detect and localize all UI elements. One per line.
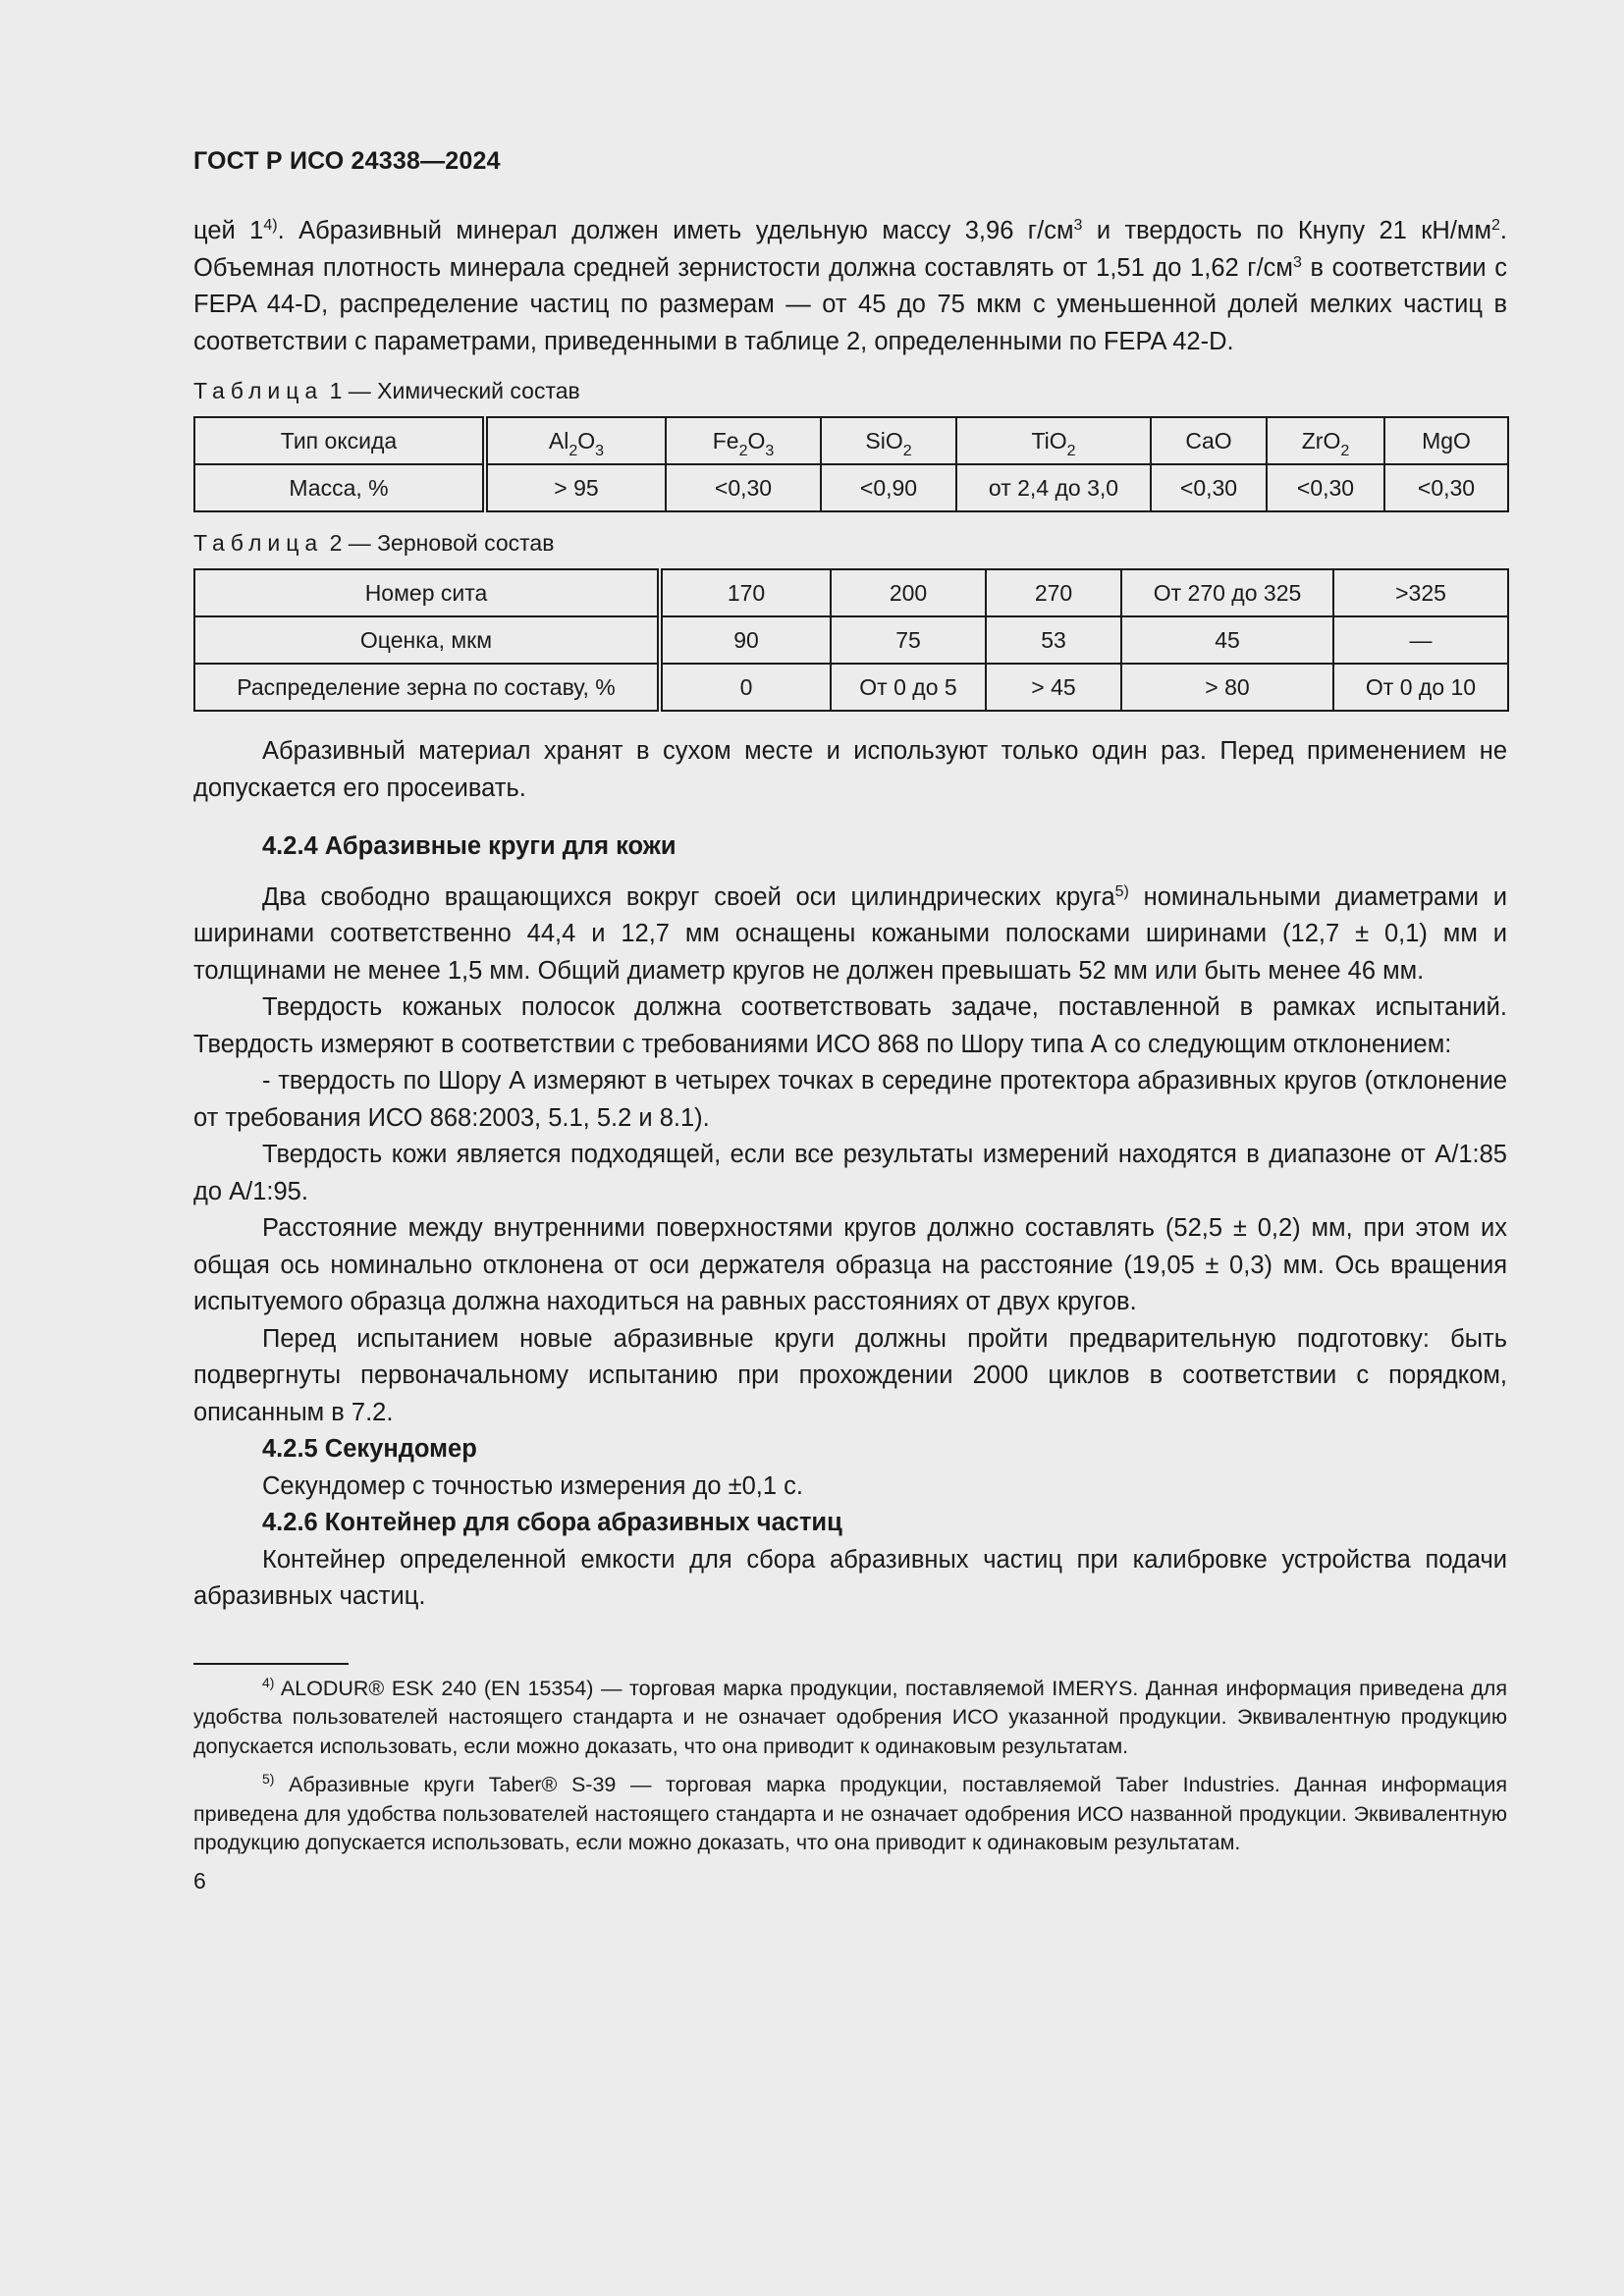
grain-composition-table [193, 568, 1509, 712]
chemical-composition-table [193, 416, 1509, 512]
table-cell: 90 [660, 616, 831, 664]
table-row [194, 664, 1508, 711]
table1-header-cell: $Fe_2O_3$ [666, 417, 821, 464]
footnote-divider [193, 1663, 349, 1665]
section-4-2-5-paragraph: Секундомер с точностью измерения до ±0,1 с. [262, 1471, 803, 1500]
intro-text-2: . Абразивный минерал должен иметь удельную массу 3,96 г/см [277, 217, 1074, 244]
section-4-2-5-title: 4.2.5 Секундомер [262, 1435, 477, 1463]
intro-text-1: цей 1 [193, 217, 264, 244]
footnote-4 [193, 1675, 1507, 1762]
table-cell: 170 [660, 569, 831, 616]
table-cell: <0,30 [1384, 464, 1508, 511]
footnote-ref-5: 5) [1114, 882, 1129, 900]
table-cell: 75 [831, 616, 986, 664]
table-cell: 0 [660, 664, 831, 711]
table1-header-cell: MgO [1384, 417, 1508, 464]
table2-caption-word: Таблица [193, 530, 324, 556]
paragraph-text: номинальными диаметрами и ширинами соответственно 44,4 и 12,7 мм оснащены кожаными полосками ширинами (12,7 ± 0,1) мм и толщинами не менее 1,5 мм. Общий диаметр кругов не должен превышать 52 мм или быть менее 46 мм. [193, 882, 1507, 985]
section-4-2-4-paragraph-5: Расстояние между внутренними поверхностями кругов должно составлять (52,5 ± 0,2) мм, при этом их общая ось номинально отклонена от оси держателя образца на расстояние (19,05 ± 0,3) мм. Ось вращения испытуемого образца должна находиться на равных расстояниях от двух кругов. [193, 1214, 1507, 1315]
section-4-2-4-paragraph-2: Твердость кожаных полосок должна соответствовать задаче, поставленной в рамках испытаний. Твердость измеряют в соответствии с требованиями ИСО 868 по Шору типа А со следующим отклонением: [193, 993, 1507, 1058]
table1-caption-text: 1 — Химический состав [323, 378, 580, 403]
table1-header-cell: SiO$_2$ [821, 417, 956, 464]
section-4-2-4-paragraph-4: Твердость кожи является подходящей, если все результаты измерений находятся в диапазоне от А/1:85 до А/1:95. [193, 1141, 1507, 1205]
table1-header-cell: CaO [1151, 417, 1267, 464]
section-4-2-4-title: 4.2.4 Абразивные круги для кожи [262, 832, 677, 860]
table1-caption-word: Таблица [193, 378, 324, 403]
table-cell: <0,30 [1267, 464, 1384, 511]
table-cell: Номер сита [194, 569, 660, 616]
table-cell: 200 [831, 569, 986, 616]
table1-header-cell: TiO$_2$ [956, 417, 1151, 464]
table-cell: — [1333, 616, 1508, 664]
table-cell: от 2,4 до 3,0 [956, 464, 1151, 511]
table-cell: От 0 до 5 [831, 664, 986, 711]
intro-text-4: . Объемная плотность минерала средней зернистости должна составлять от 1,51 до 1,62 г/см [193, 217, 1507, 282]
table-cell: 53 [986, 616, 1121, 664]
table2-caption-text: 2 — Зерновой состав [323, 530, 555, 556]
footnote-text: ALODUR® ESK 240 (EN 15354) — торговая марка продукции, поставляемой IMERYS. Данная информация приведена для удобства пользователей настоящего стандарта и не означает одобрения ИСО указанной продукции. Эквивалентную продукцию допускается использовать, если можно доказать, что она приводит к одинаковым результатам. [193, 1676, 1507, 1758]
table1-header-cell: $Al_2O_3$ [485, 417, 666, 464]
intro-paragraph [193, 213, 1507, 360]
table-cell: <0,90 [821, 464, 956, 511]
table-row [194, 616, 1508, 664]
intro-text-5: в соответствии с FEPA 44-D, распределение частиц по размерам — от 45 до 75 мкм с уменьшенной долей мелких частиц в соответствии с параметрами, приведенными в таблице 2, определенными по FEPA 42-D. [193, 253, 1507, 355]
page-number: 6 [193, 1867, 206, 1894]
intro-text-3: и твердость по Кнупу 21 кН/мм [1082, 217, 1491, 244]
section-4-2-6-title: 4.2.6 Контейнер для сбора абразивных частиц [262, 1509, 842, 1536]
footnote-5 [193, 1771, 1507, 1858]
table-cell: > 80 [1121, 664, 1333, 711]
superscript-2: 2 [1491, 217, 1500, 234]
page-content [193, 147, 1507, 1895]
table1-caption [193, 378, 1507, 404]
footnote-mark: 4) [262, 1674, 275, 1690]
footnote-ref-4: 4) [263, 217, 278, 234]
section-4-2-6-paragraph: Контейнер определенной емкости для сбора абразивных частиц при калибровке устройства подачи абразивных частиц. [193, 1545, 1507, 1610]
table-cell: От 0 до 10 [1333, 664, 1508, 711]
table-cell: <0,30 [666, 464, 821, 511]
superscript-3b: 3 [1292, 253, 1302, 271]
superscript-3: 3 [1073, 217, 1083, 234]
paragraph-text: Два свободно вращающихся вокруг своей оси цилиндрических круга [262, 882, 1115, 911]
table-cell: > 95 [485, 464, 666, 511]
section-4-2-4-paragraph-6: Перед испытанием новые абразивные круги должны пройти предварительную подготовку: быть подвергнуты первоначальному испытанию при прохождении 2000 циклов в соответствии с порядком, описанным в 7.2. [193, 1324, 1507, 1426]
table-cell: <0,30 [1151, 464, 1267, 511]
table-row [194, 569, 1508, 616]
table-cell: > 45 [986, 664, 1121, 711]
footnote-text: Абразивные круги Taber® S-39 — торговая марка продукции, поставляемой Taber Industries. Данная информация приведена для удобства пользователей настоящего стандарта и не означает одобрения ИСО названной продукции. Эквивалентную продукцию допускается использовать, если можно доказать, что она приводит к одинаковым результатам. [193, 1773, 1507, 1854]
table-cell: Оценка, мкм [194, 616, 660, 664]
table-cell: Масса, % [194, 464, 485, 511]
table-cell: Распределение зерна по составу, % [194, 664, 660, 711]
document-header: ГОСТ Р ИСО 24338—2024 [193, 147, 501, 175]
table-cell: >325 [1333, 569, 1508, 616]
footnote-mark: 5) [262, 1771, 275, 1787]
storage-paragraph: Абразивный материал хранят в сухом месте и используют только один раз. Перед применением не допускается его просеивать. [193, 737, 1507, 802]
table-cell: 45 [1121, 616, 1333, 664]
table1-header-cell: Тип оксида [194, 417, 485, 464]
section-4-2-4-paragraph-1 [193, 880, 1507, 990]
table1-header-row [194, 417, 1508, 464]
table-cell: 270 [986, 569, 1121, 616]
section-4-2-4-list-item: - твердость по Шору А измеряют в четырех точках в середине протектора абразивных кругов (отклонение от требования ИСО 868:2003, 5.1, 5.2 и 8.1). [193, 1067, 1507, 1132]
table1-header-cell: ZrO$_2$ [1267, 417, 1384, 464]
table1-data-row [194, 464, 1508, 511]
table2-caption [193, 530, 1507, 557]
table-cell: От 270 до 325 [1121, 569, 1333, 616]
